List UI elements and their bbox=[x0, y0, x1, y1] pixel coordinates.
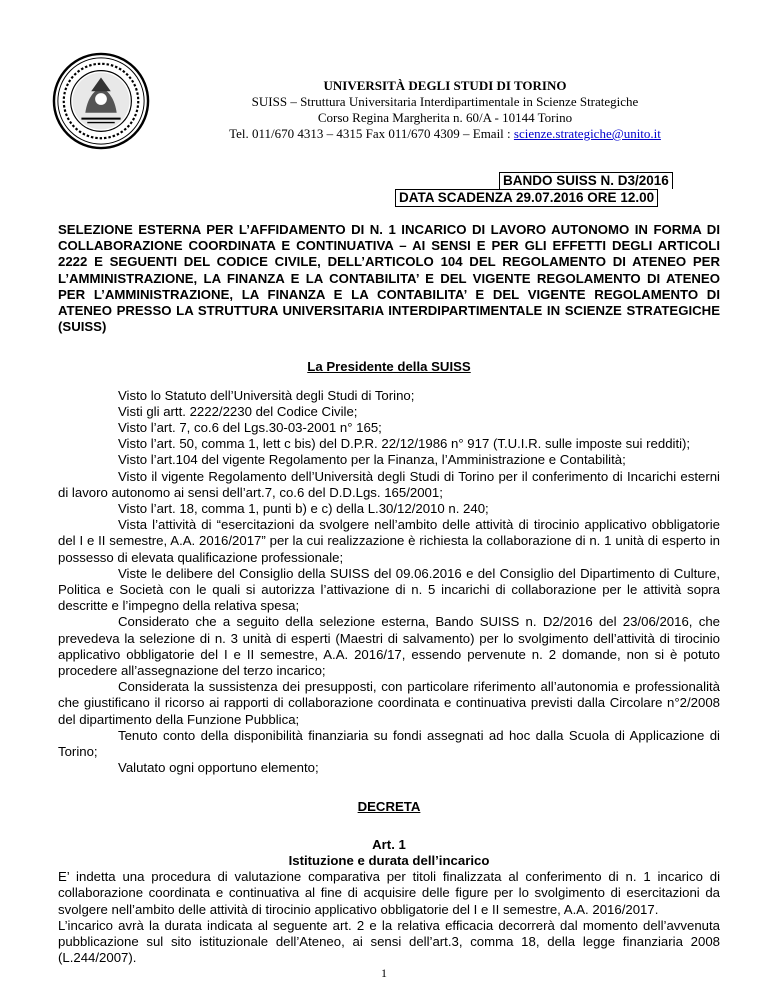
premise-item: Viste le delibere del Consiglio della SUISS del 09.06.2016 e del Consiglio del Dipartimento di Culture, Politica e Società con le quali si autorizza l’attivazione di n. 5 incarichi di collaborazione per le attività sopra descritte e l’impegno della relativa spesa; bbox=[58, 565, 720, 614]
premise-item: Visto l’art. 50, comma 1, lett c bis) del D.P.R. 22/12/1986 n° 917 (T.U.I.R. sulle imposte sui redditi); bbox=[118, 436, 691, 452]
premise-item: Considerata la sussistenza dei presupposti, con particolare riferimento all’autonomia e professionalità che giustificano il ricorso ai rapporti di collaborazione coordinata e continuativa previsti dalla Circolare n°2/2008 del dipartimento della Funzione Pubblica; bbox=[58, 679, 720, 727]
bando-box bbox=[395, 172, 673, 207]
page-number: 1 bbox=[381, 966, 387, 980]
article-title: Istituzione e durata dell’incarico bbox=[288, 852, 490, 868]
premise-item: Tenuto conto della disponibilità finanziaria su fondi assegnati ad hoc dalla Scuola di Applicazione di Torino; bbox=[58, 727, 720, 760]
address: Corso Regina Margherita n. 60/A - 10144 Torino bbox=[317, 110, 573, 125]
letterhead bbox=[200, 78, 690, 142]
premises-list bbox=[58, 388, 720, 777]
premise-item: Visto l’art. 18, comma 1, punti b) e c) della L.30/12/2010 n. 240; bbox=[118, 501, 489, 517]
bando-deadline: DATA SCADENZA 29.07.2016 ORE 12.00 bbox=[395, 189, 658, 207]
premise-item: Visto l’art. 7, co.6 del Lgs.30-03-2001 n° 165; bbox=[118, 420, 382, 436]
presidente-heading: La Presidente della SUISS bbox=[307, 359, 471, 375]
article-paragraph: L’incarico avrà la durata indicata al seguente art. 2 e la relativa efficacia decorrerà dal momento dell’avvenuta pubblicazione sul sito istituzionale dell’Ateneo, ai sensi dell’art.3, comma 18, della legge finanziaria 2008 (L.244/2007). bbox=[58, 917, 720, 966]
university-name: UNIVERSITÀ DEGLI STUDI DI TORINO bbox=[323, 78, 567, 93]
document-body bbox=[58, 222, 720, 966]
university-seal-icon bbox=[52, 52, 150, 150]
article-paragraph: E’ indetta una procedura di valutazione comparativa per titoli finalizzata al conferimento di n. 1 incarico di collaborazione coordinata e continuativa al fine di acquisire delle figure per lo svolgimento di esercitazioni da svolgere nell’ambito delle attività di tirocinio applicativo obbligatorie del I e II semestre, A.A. 2016/2017. bbox=[58, 869, 720, 917]
selection-title: SELEZIONE ESTERNA PER L’AFFIDAMENTO DI N. 1 INCARICO DI LAVORO AUTONOMO IN FORMA DI COLLABORAZIONE COORDINATA E CONTINUATIVA – AI SENSI E PER GLI EFFETTI DEGLI ARTICOLI 2222 E SEGUENTI DEL CODICE CIVILE, DELL’ARTICOLO 104 DEL REGOLAMENTO DI ATENEO PER L’AMMINISTRAZIONE, LA FINANZA E LA CONTABILITA’ E DEL VIGENTE REGOLAMENTO DI ATENEO PER L’AMMINISTRAZIONE, LA FINANZA E LA CONTABILITA’ E DEL VIGENTE REGOLAMENTO DI ATENEO PRESSO LA STRUTTURA UNIVERSITARIA INTERDIPARTIMENTALE IN SCIENZE STRATEGICHE (SUISS) bbox=[58, 222, 720, 335]
decreta-heading: DECRETA bbox=[357, 798, 421, 814]
bando-number: BANDO SUISS N. D3/2016 bbox=[499, 172, 673, 189]
premise-item: Visti gli artt. 2222/2230 del Codice Civile; bbox=[118, 403, 358, 419]
premise-item: Visto l’art.104 del vigente Regolamento per la Finanza, l’Amministrazione e Contabilità; bbox=[118, 452, 626, 468]
premise-item: Vista l’attività di “esercitazioni da svolgere nell’ambito delle attività di tirocinio applicativo obbligatorie del I e II semestre, A.A. 2016/2017” per la cui realizzazione è richiesta la collaborazione di n. 1 unità di esperto in possesso di elevata qualificazione professionale; bbox=[58, 517, 720, 565]
contacts: Tel. 011/670 4313 – 4315 Fax 011/670 4309 – Email : bbox=[229, 126, 514, 141]
contacts-line bbox=[200, 126, 690, 142]
structure-name: SUISS – Struttura Universitaria Interdipartimentale in Scienze Strategiche bbox=[251, 94, 639, 109]
premise-item: Valutato ogni opportuno elemento; bbox=[118, 760, 319, 776]
premise-item: Visto lo Statuto dell’Università degli Studi di Torino; bbox=[118, 387, 415, 403]
premise-item: Considerato che a seguito della selezione esterna, Bando SUISS n. D2/2016 del 23/06/2016, che prevedeva la selezione di n. 3 unità di esperti (Maestri di salvamento) per lo svolgimento dell’attività di tirocinio applicativo obbligatorie del I e II semestre, A.A. 2016/17, essendo pervenute n. 2 domande, non si è potuto procedere all’assegnazione del terzo incarico; bbox=[58, 614, 720, 679]
email-link[interactable]: scienze.strategiche@unito.it bbox=[513, 126, 661, 141]
premise-item: Visto il vigente Regolamento dell’Università degli Studi di Torino per il conferimento di Incarichi esterni di lavoro autonomo ai sensi dell’art.7, co.6 del D.D.Lgs. 165/2001; bbox=[58, 468, 720, 500]
article-number: Art. 1 bbox=[372, 836, 406, 852]
